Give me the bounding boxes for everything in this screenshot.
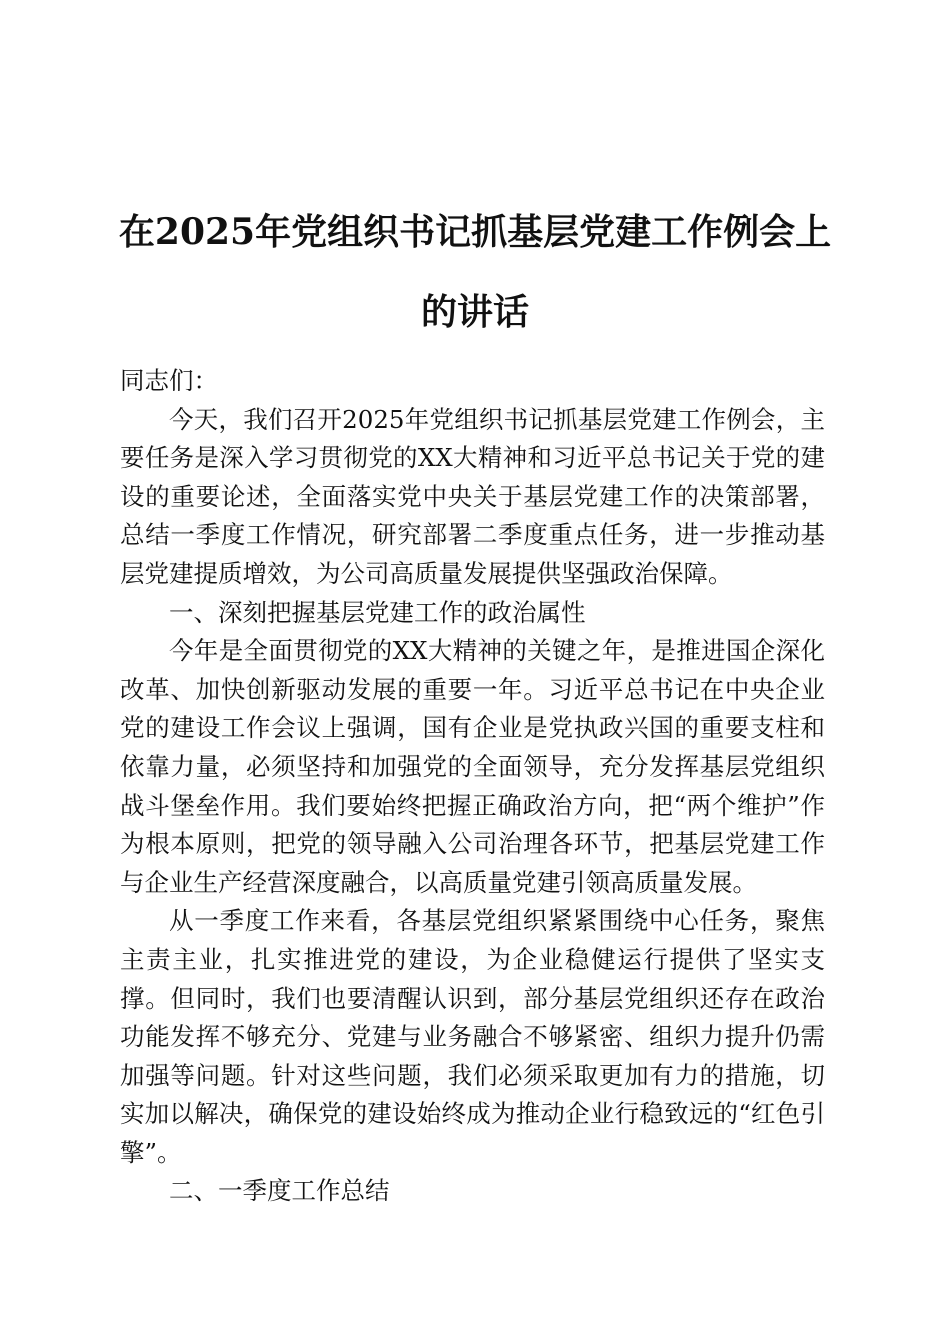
document-body	[120, 362, 825, 1211]
paragraph-section-1: 今年是全面贯彻党的XX大精神的关键之年，是推进国企深化改革、加快创新驱动发展的重要一年。习近平总书记在中央企业党的建设工作会议上强调，国有企业是党执政兴国的重要支柱和依靠力量，必须坚持和加强党的全面领导，充分发挥基层党组织战斗堡垒作用。我们要始终把握正确政治方向，把“两个维护”作为根本原则，把党的领导融入公司治理各环节，把基层党建工作与企业生产经营深度融合，以高质量党建引领高质量发展。	[120, 636, 825, 897]
title-line-1: 在2025年党组织书记抓基层党建工作例会上	[118, 211, 832, 254]
paragraph-intro: 今天，我们召开2025年党组织书记抓基层党建工作例会，主要任务是深入学习贯彻党的XX大精神和习近平总书记关于党的建设的重要论述，全面落实党中央关于基层党建工作的决策部署，总结一季度工作情况，研究部署二季度重点任务，进一步推动基层党建提质增效，为公司高质量发展提供坚强政治保障。	[120, 404, 825, 588]
title-line-2: 的讲话	[420, 291, 529, 334]
section-heading-1: 一、深刻把握基层党建工作的政治属性	[169, 597, 586, 627]
paragraph-section-1-continued: 从一季度工作来看，各基层党组织紧紧围绕中心任务，聚焦主责主业，扎实推进党的建设，为企业稳健运行提供了坚实支撑。但同时，我们也要清醒认识到，部分基层党组织还存在政治功能发挥不够充分、党建与业务融合不够紧密、组织力提升仍需加强等问题。针对这些问题，我们必须采取更加有力的措施，切实加以解决，确保党的建设始终成为推动企业行稳致远的“红色引擎”。	[120, 906, 825, 1167]
section-heading-2: 二、一季度工作总结	[169, 1176, 390, 1206]
greeting: 同志们：	[120, 366, 218, 395]
document-title	[110, 192, 840, 352]
